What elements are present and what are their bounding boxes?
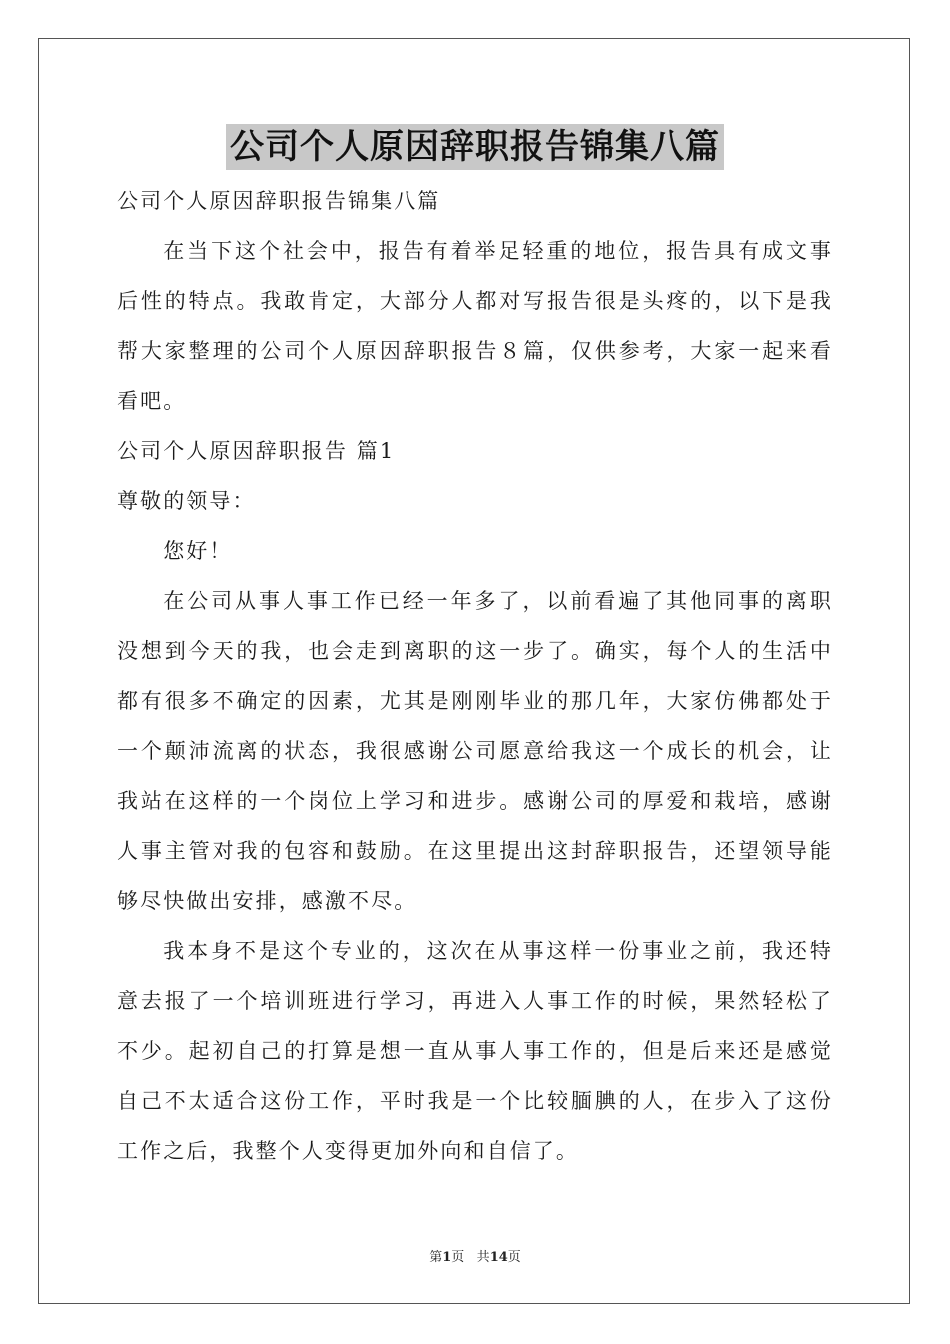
page-suffix: 页 [451,1250,465,1265]
page-prefix: 第 [429,1250,443,1265]
title-container [0,124,950,170]
total-prefix: 共 [476,1250,490,1265]
greeting: 您好！ [163,539,233,563]
total-suffix: 页 [507,1250,521,1265]
body-paragraph: 我本身不是这个专业的，这次在从事这样一份事业之前，我还特意去报了一个培训班进行学习，再进入人事工作的时候，果然轻松了不少。起初自己的打算是想一直从事人事工作的，但是后来还是感觉自己不太适合这份工作，平时我是一个比较腼腆的人，在步入了这份工作之后，我整个人变得更加外向和自信了。 [117,939,833,1163]
page-footer [0,1246,950,1265]
body-paragraph: 公司个人原因辞职报告锦集八篇 [117,189,441,213]
salutation: 尊敬的领导： [117,489,256,513]
document-title: 公司个人原因辞职报告锦集八篇 [226,124,724,170]
total-page-count: 14 [489,1250,508,1265]
body-paragraph: 在公司从事人事工作已经一年多了，以前看遍了其他同事的离职没想到今天的我，也会走到离职的这一步了。确实，每个人的生活中都有很多不确定的因素，尤其是刚刚毕业的那几年，大家仿佛都处于一个颠沛流离的状态，我很感谢公司愿意给我这一个成长的机会，让我站在这样的一个岗位上学习和进步。感谢公司的厚爱和栽培，感谢人事主管对我的包容和鼓励。在这里提出这封辞职报告，还望领导能够尽快做出安排，感激不尽。 [117,589,833,913]
current-page-number: 1 [442,1250,452,1265]
body-paragraph: 在当下这个社会中，报告有着举足轻重的地位，报告具有成文事后性的特点。我敢肯定，大部分人都对写报告很是头疼的，以下是我帮大家整理的公司个人原因辞职报告８篇，仅供参考，大家一起来看看吧。 [117,239,833,413]
section-heading: 公司个人原因辞职报告 篇1 [117,439,396,463]
document-body [117,176,833,1176]
